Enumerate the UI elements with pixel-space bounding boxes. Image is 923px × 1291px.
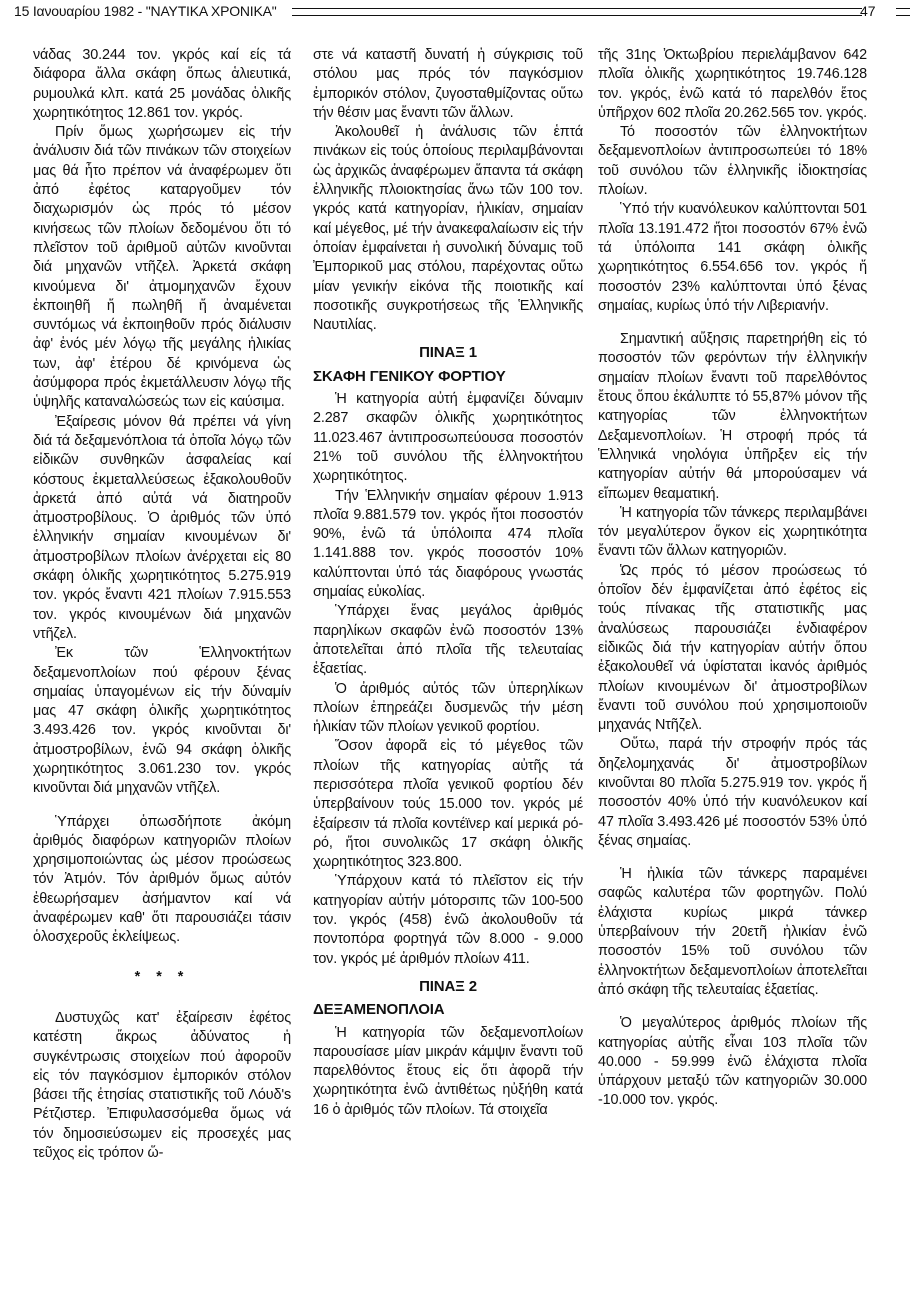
section-separator: * * * [134,968,190,985]
paragraph: Ἡ κατηγορία τῶν τάνκερς περιλαμβάνει τόν μεγαλύτερον ὄγκον εἰς χωρητικότητα ἔναντι τῶν ἄλλων κατηγοριῶν. [598,504,867,560]
paragraph: Δυστυχῶς κατ' ἐξαίρεσιν ἐφέτος κατέστη ἄκρως ἀδύνατος ἡ συγκέντρωσις στοιχείων πού ἀφοροῦν εἰς τόν παγκόσμιον ἐμπορικόν στόλον βάσει τῆς ἐτησίας στατιστικῆς τοῦ Λόυδ's Ρέτζιστερ. Ἐπιφυλασσόμεθα ὅμως νά τόν δημοσιεύσωμεν εἰς προσεχές μας τεῦχος εἰς τρόπον ὥ- [33,1009,291,1162]
paragraph: Ἐκ τῶν Ἑλληνοκτήτων δεξαμενοπλοίων πού φέρουν ξένας σημαίας ὑπαγομένων εἰς τήν δύναμίν μας 47 σκάφη ὁλικῆς χωρητικότητος 3.493.426 τον. γκρός κινοῦνται δι' ἀτμοστροβίλων, ἐνῶ 94 σκάφη ὁλικῆς χωρητικότητος 3.061.230 τον. γκρός κινοῦνται διά μηχανῶν ντῆζελ. [33,645,291,797]
paragraph: Ὑπάρχει ἕνας μεγάλος ἀριθμός παρηλίκων σκαφῶν ἐνῶ ποσοστόν 13% ἀποτελεῖται ἀπό πλοῖα τῆς τελευταίας ἑξαετίας. [313,603,583,678]
paragraph: Ἀκολουθεῖ ἡ ἀνάλυσις τῶν ἑπτά πινάκων εἰς τούς ὁποίους περιλαμβάνονται ὡς ἀρχικῶς ἀναφέρωμεν ἅπαντα τά σκάφη ἑλληνικῆς πλοιοκτησίας ἄνω τῶν 100 τον. γκρός κατά κατηγορίαν, ἡλικίαν, σημαίαν καί μέγεθος, μέ τήν ἀνακεφαλαίωσιν εἰς τήν ὁποίαν ἐμφαίνεται ἡ συνολική δύναμις τοῦ Ἐμπορικοῦ μας στόλου, παρέχοντας οὕτω μίαν γενικήν εἰκόνα τῆς ποιοτικῆς καί ποσοτικῆς συγκροτήσεως τῆς Ἑλληνικῆς Ναυτιλίας. [313,124,583,334]
paragraph: Σημαντική αὔξησις παρετηρήθη εἰς τό ποσοστόν τῶν φερόντων τήν ἑλληνικήν σημαίαν πλοίων ἔναντι τοῦ παρελθόντος ἔτους ὅπου ἐκάλυπτε τό 55,87% μόνον τῆς κατηγορίας τῶν ἑλληνοκτήτων Δεξαμενοπλοίων. Ἡ στροφή πρός τά Ἑλληνικά νηολόγια ὑπῆρξεν εἰς τήν κατηγορίαν αὐτήν θά μπορούσαμεν νά εἴπωμεν θεαματική. [598,331,867,502]
header-double-rule-end [896,8,910,16]
table-heading: ΠΙΝΑΞ 2 [419,977,477,995]
section-heading: ΣΚΑΦΗ ΓΕΝΙΚΟΥ ΦΟΡΤΙΟΥ [313,367,506,385]
page-number: 47 [860,3,876,19]
paragraph: Ὑπάρχει ὁπωσδήποτε ἀκόμη ἀριθμός διαφόρων κατηγοριῶν πλοίων χρησιμοποιώντας ὡς μέσον προώσεως τόν Ἀτμόν. Τόν ἀριθμόν ὅμως αὐτόν ἐθεωρήσαμεν ἀσήμαντον καί νά ἀναφέρωμεν καθ' ὅτι παρουσιάζει τάσιν ὁλοσχεροῦς ἐκλείψεως. [33,813,291,946]
paragraph: τῆς 31ης Ὀκτωβρίου περιελάμβανον 642 πλοῖα ὁλικῆς χωρητικότητος 19.746.128 τον. γκρός, ἐνῶ κατά τό παρελθόν ἔτος ὑπῆρχον 602 πλοῖα 20.262.565 τον. γκρός. [598,47,867,121]
table-heading: ΠΙΝΑΞ 1 [419,344,477,362]
column-2 [313,46,583,1120]
paragraph: Ὅσον ἀφορᾶ εἰς τό μέγεθος τῶν πλοίων τῆς κατηγορίας αὐτῆς τά περισσότερα πλοῖα γενικοῦ φορτίου δέν ὑπερβαίνουν τούς 15.000 τον. γκρός μέ ἐξαίρεσιν τά πλοῖα κοντέϊνερ καί μερικά ρό-ρό, ἤτοι συνολικῶς 17 σκάφη ὁλικῆς χωρητικότητος 323.800. [313,738,583,871]
paragraph: Τήν Ἑλληνικήν σημαίαν φέρουν 1.913 πλοῖα 9.881.579 τον. γκρός ἤτοι ποσοστόν 90%, ἐνῶ τά ὑπόλοιπα 474 πλοῖα 1.141.888 τον. γκρός ποσοστόν 10% καλύπτονται ὑπό τάς διαφόρους γνωστάς σημαίας εὐκολίας. [313,487,583,601]
paragraph: νάδας 30.244 τον. γκρός καί είς τά διάφορα ἄλλα σκάφη ὅπως ἁλιευτικά, ρυμουλκά κλπ. κατά 25 μονάδας ὁλικῆς χωρητικότητος 12.861 τον. γκρός. [33,47,291,121]
paragraph: Ἡ ἡλικία τῶν τάνκερς παραμένει σαφῶς καλυτέρα τῶν φορτηγῶν. Πολύ ἐλάχιστα κυρίως μικρά τάνκερ ὑπερβαίνουν τήν 20ετῆ ἡλικίαν ἐνῶ ποσοστόν 15% τοῦ συνόλου τῶν ἑλληνοκτήτων δεξαμενοπλοίων ἀποτελεῖται ἀπό σκάφη τῆς τελευταίας ἑξαετίας. [598,866,867,998]
paragraph: στε νά καταστῆ δυνατή ἡ σύγκρισις τοῦ στόλου μας πρός τόν παγκόσμιον ἐμπορικόν στόλον, ζυγοσταθμίζοντας οὕτω τήν θέσιν μας ἔναντι τῶν ἄλλων. [313,47,583,121]
paragraph: Ὁ ἀριθμός αὐτός τῶν ὑπερηλίκων πλοίων ἐπηρεάζει δυσμενῶς τήν μέση ἡλικίαν τῶν πλοίων γενικοῦ φορτίου. [313,680,583,736]
section-heading: ΔΕΞΑΜΕΝΟΠΛΟΙΑ [313,1001,445,1019]
paragraph: Ἡ κατηγορία αὐτή ἐμφανίζει δύναμιν 2.287 σκαφῶν ὁλικῆς χωρητικότητος 11.023.467 ἀντιπροσωπεύουσα ποσοστόν 21% τοῦ συνόλου τῆς ἑλληνοκτήτου χωρητικότητος. [313,391,583,485]
page-header [14,2,910,20]
paragraph: Ἐξαίρεσις μόνον θά πρέπει νά γίνη διά τά δεξαμενόπλοια τά ὁποῖα λόγῳ τῶν εἰδικῶν συνθηκῶν ἀσφαλείας καί κόστους ἐκμεταλλεύσεως ἐξακολουθοῦν ἀρκετά ἀπό αὐτά νά διατηροῦν ἀτμοστροβίλους. Ὁ ἀριθμός τῶν ὑπό ἑλληνικήν σημαίαν κινουμένων δι' ἀτμοστροβίλων πλοίων ἀνέρχεται εἰς 80 σκάφη ὁλικῆς χωρητικότητος 5.275.919 τον. γκρός ἔναντι 421 πλοίων 7.915.553 τον. γκρός κινουμένων διά μηχανῶν ντῆζελ. [33,413,291,642]
column-3 [598,46,867,1111]
paragraph: Οὕτω, παρά τήν στροφήν πρός τάς δηζελομηχανάς δι' ἀτμοστροβίλων κινοῦνται 80 πλοῖα 5.275.919 τον. γκρός ἤ ποσοστόν 40% ὑπό τήν κυανόλευκον καί 47 πλοῖα 3.493.426 μέ ποσοστόν 53% ὑπό ξένας σημαίας. [598,736,867,849]
paragraph: Ὑπάρχουν κατά τό πλεῖστον εἰς τήν κατηγορίαν αὐτήν μότορσιπς τῶν 100-500 τον. γκρός (458) ἐνῶ ἀκολουθοῦν τά ποντοπόρα φορτηγά τῶν 8.000 - 9.000 τον. γκρός μέ ἀριθμόν πλοίων 411. [313,873,583,967]
header-date-title: 15 Ιανουαρίου 1982 - "ΝΑΥΤΙΚΑ ΧΡΟΝΙΚΑ" [14,3,277,19]
paragraph: Ὁ μεγαλύτερος ἀριθμός πλοίων τῆς κατηγορίας αὐτῆς εἶναι 103 πλοῖα τῶν 40.000 - 59.999 ἐνῶ ἐλάχιστα πλοῖα ὑπάρχουν μεταξύ τῶν κατηγοριῶν 30.000 -10.000 τον. γκρός. [598,1015,867,1109]
paragraph: Ὡς πρός τό μέσον προώσεως τό ὁποῖον δέν ἐμφανίζεται ἀπό ἐφέτος εἰς τούς πίνακας τῆς στατιστικῆς μας ἀναλύσεως παρουσιάζει ἐνδιαφέρον εἰδικῶς διά τήν κατηγορίαν αὐτήν ὅπου ἐξακολουθεῖ νά ὑφίσταται ἱκανός ἀριθμός πλοίων κινουμένων δι' ἀτμοστροβίλων ἔναντι τοῦ συνόλου πού χρησιμοποιοῦν μηχανάς Ντῆζελ. [598,562,867,734]
paragraph: Πρίν ὅμως χωρήσωμεν εἰς τήν ἀνάλυσιν διά τῶν πινάκων τῶν στοιχείων μας θά ἦτο πρέπον νά ἀναφέρωμεν ὅτι ἀπό ἐφέτος καταργοῦμεν τόν διαχωρισμόν ὡς πρός τό μέσον κινήσεως τῶν πλοίων δεδομένου ὅτι τό πλεῖστον τοῦ ἀριθμοῦ αὐτῶν κινοῦνται διά μηχανῶν ντῆζελ. Ἀρκετά σκάφη κινούμενα δι' ἀτμομηχανῶν ἔχουν ἐκποιηθῆ ἤ πωληθῆ ἤ ἀναμένεται συντόμως νά ἐκποιηθοῦν πρός διάλυσιν ἀφ' ἑνός μέν λόγῳ τῆς μεγάλης ἡλικίας των, ἀφ' ἑτέρου δέ κρινόμενα ὡς ἀσύμφορα πρός ἐκμετάλλευσιν λόγῳ τῆς ὑψηλῆς καταναλώσεώς των εἰς καύσιμα. [33,124,291,411]
paragraph: Ὑπό τήν κυανόλευκον καλύπτονται 501 πλοῖα 13.191.472 ἤτοι ποσοστόν 67% ἐνῶ τά ὑπόλοιπα 141 σκάφη ὁλικῆς χωρητικότητος 6.554.656 τον. γκρός ἤ ποσοστόν 23% καλύπτονται ὑπό ξένας σημαίας, κυρίως ὑπό τήν Λιβεριανήν. [598,201,867,314]
paragraph: Ἡ κατηγορία τῶν δεξαμενοπλοίων παρουσίασε μίαν μικράν κάμψιν ἔναντι τοῦ παρελθόντος ἔτους εἰς ὅτι ἀφορᾶ τήν χωρητικότητα ἐνῶ ἀντιθέτως ηὐξήθη κατά 16 ὁ ἀριθμός τῶν πλοίων. Τά στοιχεῖα [313,1024,583,1118]
paragraph: Τό ποσοστόν τῶν ἑλληνοκτήτων δεξαμενοπλοίων ἀντιπροσωπεύει τό 18% τοῦ συνόλου τῶν ἑλληνικῆς ἰδιοκτησίας πλοίων. [598,124,867,199]
column-1 [33,46,291,1163]
header-double-rule [292,8,862,16]
